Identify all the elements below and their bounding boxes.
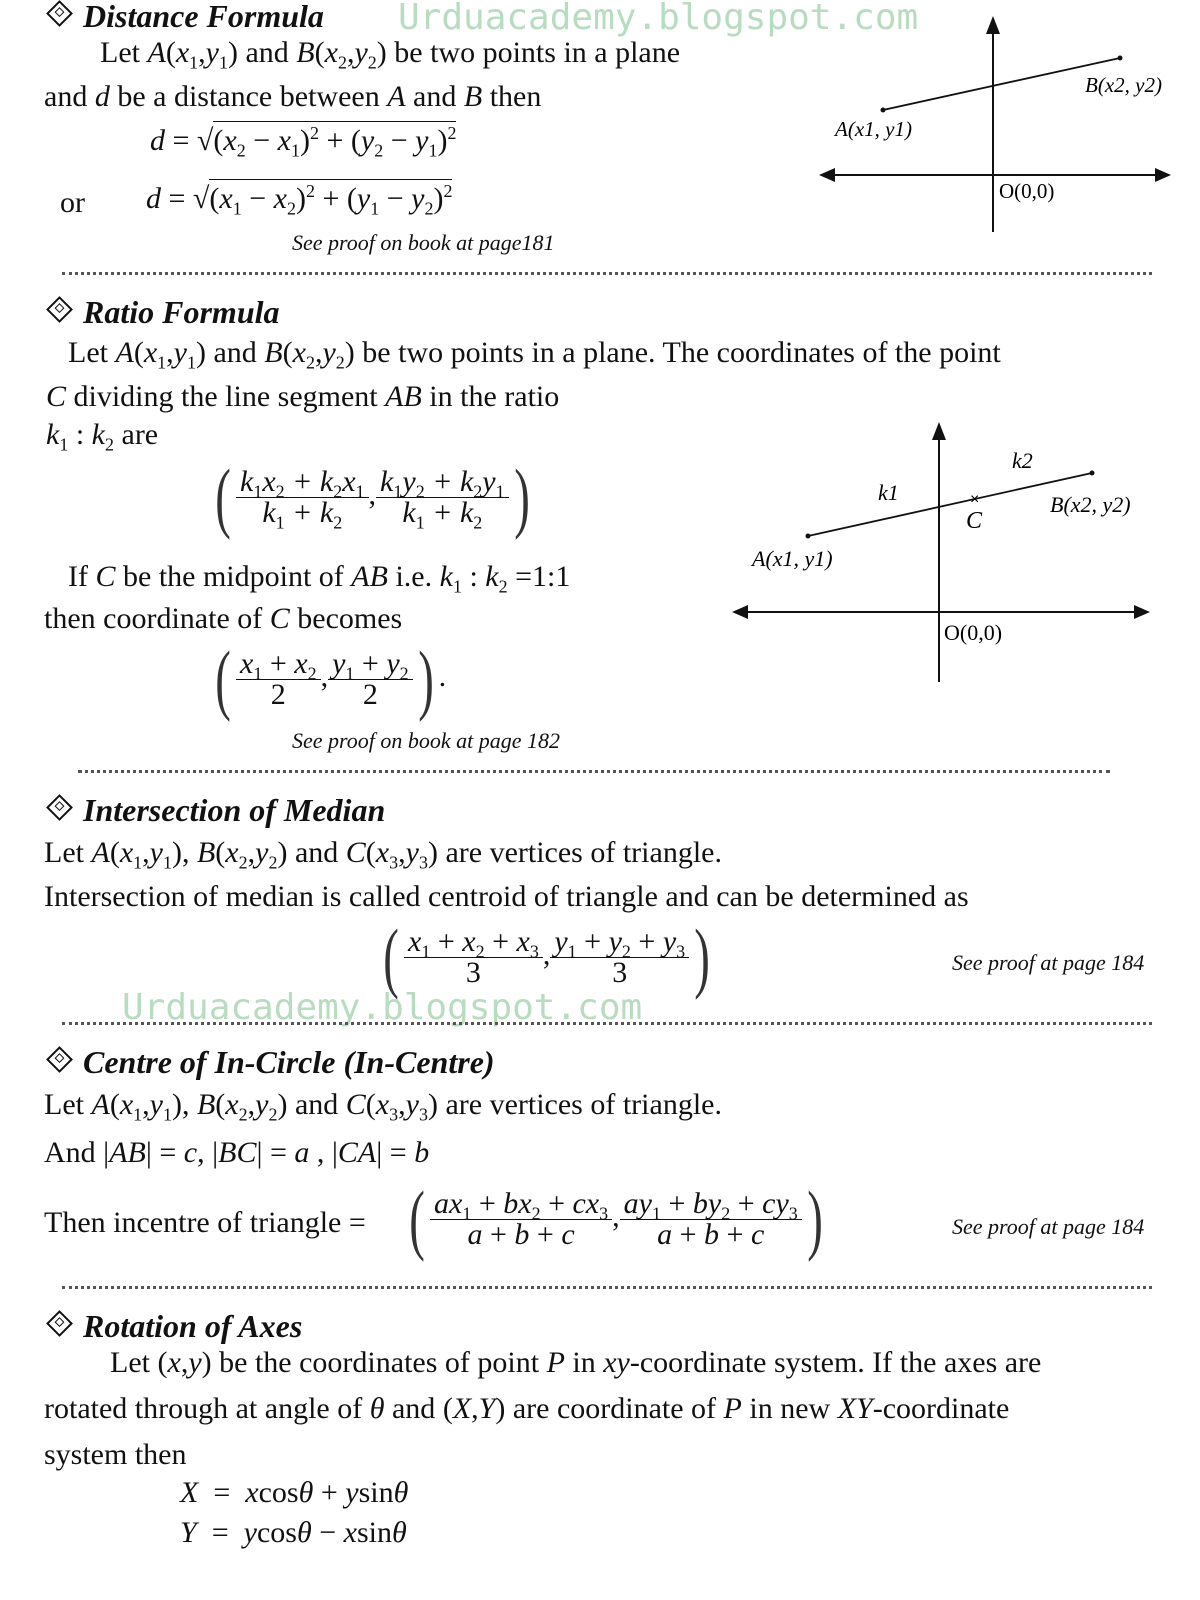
origin-label: O(0,0) [999, 179, 1055, 203]
rotation-heading: Rotation of Axes [46, 1310, 302, 1342]
point-b-label: B(x2, y2) [1085, 73, 1162, 97]
rotation-line-3: system then [44, 1438, 187, 1471]
k2-label: k2 [1012, 448, 1033, 473]
point-a-label: A(x1, y1) [835, 117, 912, 141]
distance-line-1: Let $A(x_1,y_1)$ and $B(x_2,y_2)$ be two points in a plane [100, 36, 681, 73]
ratio-line-3: $k_1$ : $k_2$ are [46, 418, 159, 455]
x-axis-left-arrow-icon [732, 605, 748, 619]
ratio-line-2: C dividing the line segment AB in the ratio [46, 380, 560, 413]
incircle-proof-note: See proof at page 184 [952, 1214, 1145, 1239]
ratio-then-line: then coordinate of C becomes [44, 602, 403, 635]
point-a-dot [806, 534, 811, 539]
diamond-bullet-icon [46, 0, 73, 27]
separator-2 [78, 770, 1110, 773]
y-axis-arrow-icon [986, 16, 1000, 34]
y-axis-arrow-icon [932, 422, 946, 440]
separator-3 [62, 1022, 1152, 1025]
distance-formula-1: $d = √(x_2 - x_1)^2 + (y_2 - y_1)^2$ [150, 126, 456, 156]
diamond-bullet-icon [46, 296, 73, 323]
separator-1 [62, 272, 1152, 275]
midpoint-formula: ( $\frac{x_1 + x_2}{2}$ , $\frac{y_1 + y_2}{2}$ ) . [215, 635, 447, 722]
distance-diagram [815, 10, 1175, 242]
rotation-line-1: Let (x,y) be the coordinates of point P in xy-coordinate system. If the axes are [110, 1346, 1042, 1379]
x-axis-right-arrow-icon [1155, 168, 1171, 182]
ratio-diagram [730, 418, 1160, 686]
distance-or: or [60, 186, 85, 219]
point-a-dot [881, 108, 886, 113]
point-c-label: C [966, 508, 983, 534]
distance-heading: Distance Formula [46, 0, 324, 32]
rotation-line-2: rotated through at angle of θ and (X,Y) are coordinate of P in new XY-coordinate [44, 1392, 1010, 1425]
distance-line-2: and d be a distance between A and B then [44, 80, 542, 113]
incentre-formula: ( $\frac{ax_1 + bx_2 + cx_3}{a + b + c}$ , $\frac{ay_1 + by_2 + cy_3}{a + b + c}$ ) [409, 1175, 823, 1262]
median-proof-note: See proof at page 184 [952, 950, 1145, 975]
median-line-1: Let $A(x_1,y_1)$, $B(x_2,y_2)$ and $C(x_3,y_3)$ are vertices of triangle. [44, 836, 722, 873]
origin-label: O(0,0) [944, 620, 1003, 645]
point-b-label: B(x2, y2) [1050, 492, 1131, 517]
point-b-dot [1090, 471, 1095, 476]
ratio-midpoint-line: If C be the midpoint of AB i.e. $k_1$ : $k_2$ =1:1 [68, 560, 571, 597]
rotation-formula-x: X = xcosθ + ysinθ [180, 1476, 409, 1509]
incircle-line-1: Let $A(x_1,y_1)$, $B(x_2,y_2)$ and $C(x_3,y_3)$ are vertices of triangle. [44, 1088, 722, 1125]
incircle-line-2: And |AB| = c, |BC| = a , |CA| = b [44, 1136, 430, 1169]
ratio-formula: ( $\frac{k_1x_2 + k_2x_1}{k_1 + k_2}$ , $\frac{k_1y_2 + k_2y_1}{k_1 + k_2}$ ) [215, 453, 530, 540]
separator-4 [62, 1286, 1152, 1289]
median-line-2: Intersection of median is called centroid of triangle and can be determined as [44, 880, 969, 913]
watermark-middle: Urduacademy.blogspot.com [122, 987, 643, 1028]
k1-label: k1 [878, 480, 899, 505]
point-a-label: A(x1, y1) [752, 546, 833, 571]
incircle-then-label: Then incentre of triangle = [44, 1206, 366, 1239]
median-heading: Intersection of Median [46, 794, 385, 826]
rotation-formula-y: Y = ycosθ − xsinθ [180, 1516, 407, 1549]
watermark-top: Urduacademy.blogspot.com [398, 0, 919, 38]
distance-proof-note: See proof on book at page181 [292, 230, 555, 255]
diamond-bullet-icon [46, 794, 73, 821]
point-c-mark: × [970, 491, 980, 508]
x-axis-right-arrow-icon [1134, 605, 1150, 619]
ratio-heading: Ratio Formula [46, 296, 280, 328]
ratio-line-1: Let $A(x_1,y_1)$ and $B(x_2,y_2)$ be two points in a plane. The coordinates of the point [68, 336, 1001, 373]
centroid-formula: ( $\frac{x_1 + x_2 + x_3}{3}$ , $\frac{y_1 + y_2 + y_3}{3}$ ) [383, 913, 710, 1000]
distance-formula-2: $d = √(x_1 - x_2)^2 + (y_1 - y_2)^2$ [146, 184, 452, 214]
diamond-bullet-icon [46, 1310, 73, 1337]
x-axis-left-arrow-icon [819, 168, 835, 182]
diamond-bullet-icon [46, 1046, 73, 1073]
point-b-dot [1118, 56, 1123, 61]
ratio-proof-note: See proof on book at page 182 [292, 728, 561, 753]
incircle-heading: Centre of In-Circle (In-Centre) [46, 1046, 495, 1078]
